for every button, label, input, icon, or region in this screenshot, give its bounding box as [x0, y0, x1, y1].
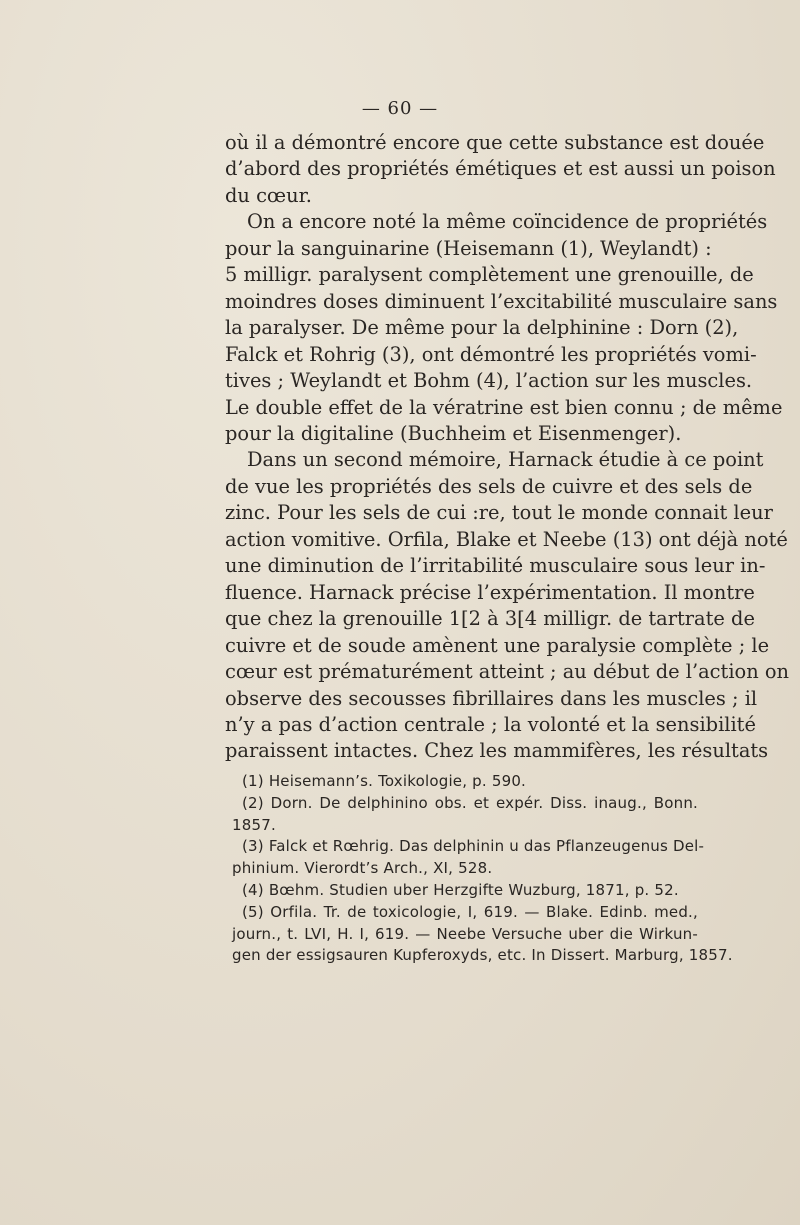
text-line: d’abord des propriétés émétiques et est aussi un poison — [225, 157, 776, 181]
text-line: cuivre et de soude amènent une paralysie complète ; le — [225, 633, 770, 657]
text-line: pour la digitaline (Buchheim et Eisenmenger). — [225, 421, 682, 445]
footnote-line: (2) Dorn. De delphinino obs. et expér. Diss. inaug., Bonn. — [242, 793, 698, 812]
text-line: Le double effet de la vératrine est bien connu ; de même — [225, 395, 783, 419]
text-line: Falck et Rohrig (3), ont démontré les propriétés vomi- — [225, 342, 757, 366]
footnote-line: phinium. Vierordt’s Arch., XI, 528. — [232, 859, 493, 878]
text-line: cœur est prématurément atteint ; au début de l’action on — [225, 660, 790, 684]
paragraph — [225, 209, 783, 447]
paragraph — [225, 130, 776, 209]
body-text — [225, 130, 790, 765]
text-line: paraissent intactes. Chez les mammifères, les résultats — [225, 739, 769, 763]
text-line: la paralyser. De même pour la delphinine : Dorn (2), — [225, 316, 739, 340]
text-line: observe des secousses fibrillaires dans les muscles ; il — [225, 686, 758, 710]
footnotes — [232, 771, 733, 967]
text-line: une diminution de l’irritabilité musculaire sous leur in- — [225, 554, 766, 578]
footnote — [232, 771, 698, 793]
footnote — [232, 793, 698, 837]
text-line: que chez la grenouille 1[2 à 3[4 milligr. de tartrate de — [225, 607, 755, 631]
text-line: moindres doses diminuent l’excitabilité musculaire sans — [225, 289, 778, 313]
footnote-line: (5) Orfila. Tr. de toxicologie, I, 619. — Blake. Edinb. med., — [242, 902, 698, 921]
text-line: pour la sanguinarine (Heisemann (1), Weylandt) : — [225, 236, 712, 260]
text-line: n’y a pas d’action centrale ; la volonté et la sensibilité — [225, 712, 756, 736]
footnote-line: (1) Heisemann’s. Toxikologie, p. 590. — [242, 772, 527, 790]
footnote — [232, 836, 705, 880]
footnote-line: (4) Bœhm. Studien uber Herzgifte Wuzburg, 1871, p. 52. — [242, 880, 679, 899]
text-line: Dans un second mémoire, Harnack étudie à ce point — [247, 448, 764, 472]
footnote — [232, 880, 698, 902]
footnote-line: gen der essigsauren Kupferoxyds, etc. In Dissert. Marburg, 1857. — [232, 946, 733, 965]
footnote — [232, 902, 733, 967]
footnote-line: journ., t. LVI, H. I, 619. — Neebe Versuche uber die Wirkun- — [232, 924, 698, 943]
text-line: On a encore noté la même coïncidence de propriétés — [247, 210, 768, 234]
text-line: 5 milligr. paralysent complètement une grenouille, de — [225, 263, 754, 287]
text-line: où il a démontré encore que cette substance est douée — [225, 131, 765, 154]
text-line: action vomitive. Orfila, Blake et Neebe (13) ont déjà noté — [225, 527, 788, 551]
text-line: tives ; Weylandt et Bohm (4), l’action sur les muscles. — [225, 369, 753, 393]
text-line: fluence. Harnack précise l’expérimentation. Il montre — [225, 580, 755, 604]
text-line: de vue les propriétés des sels de cuivre et des sels de — [225, 474, 753, 498]
footnote-line: 1857. — [232, 815, 276, 834]
footnote-line: (3) Falck et Rœhrig. Das delphinin u das Pflanzeugenus Del- — [242, 837, 705, 856]
text-line: du cœur. — [225, 183, 312, 207]
paragraph — [225, 447, 790, 764]
page-number: — 60 — — [361, 98, 439, 119]
text-line: zinc. Pour les sels de cui :re, tout le monde connait leur — [225, 501, 773, 525]
